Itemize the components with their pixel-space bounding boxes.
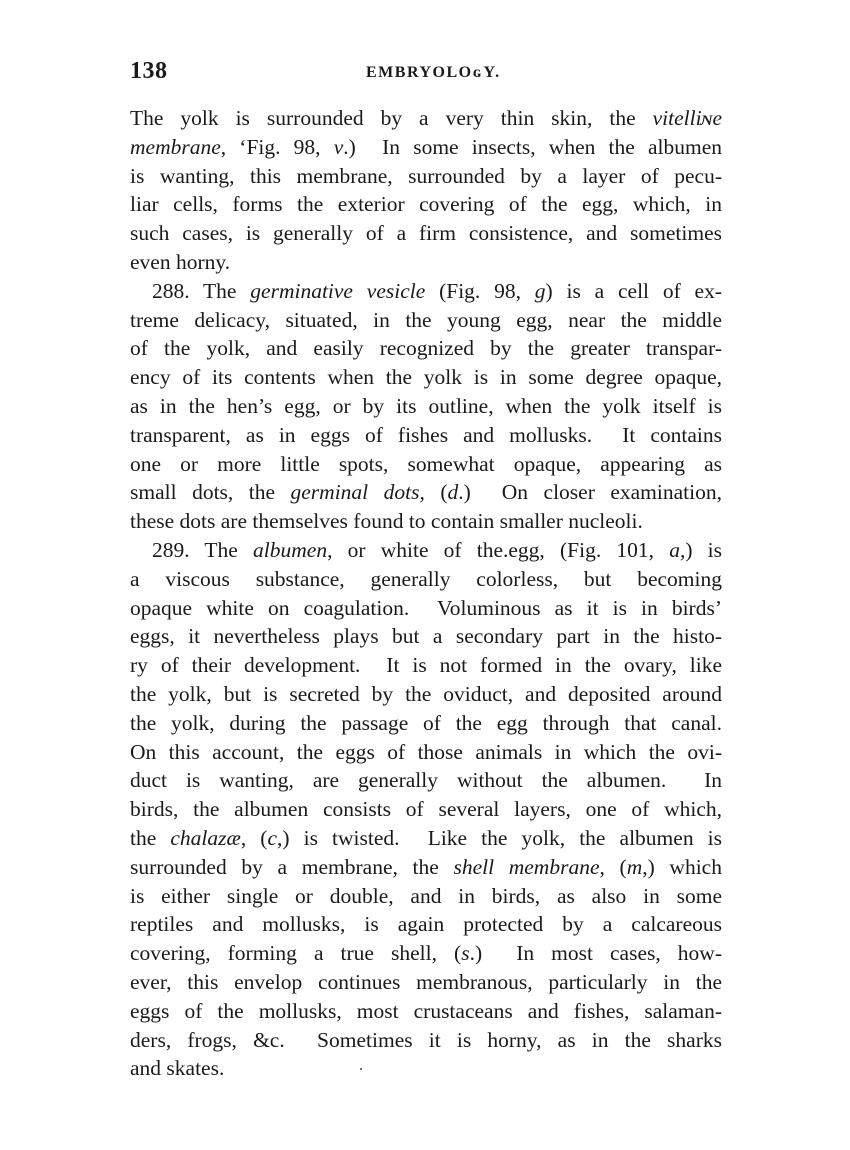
text-line: these dots are themselves found to contain smaller nucleoli. [130,509,643,534]
text-line: the yolk, during the passage of the egg through that canal. [130,710,722,735]
text-line: On this account, the eggs of those animals in which the ovi- [130,739,722,764]
text-line: ders, frogs, &c. Sometimes it is horny, as in the sharks [130,1027,722,1052]
text-line: birds, the albumen consists of several layers, one of which, [130,797,722,822]
print-speck [360,1068,362,1070]
text-line: treme delicacy, situated, in the young egg, near the middle [130,307,722,332]
paragraph-albumen [130,536,722,1083]
text-line: liar cells, forms the exterior covering of the egg, which, in [130,192,722,217]
text-line: opaque white on coagulation. Voluminous as it is in birds’ [130,595,722,620]
text-line: eggs of the mollusks, most crustaceans and fishes, salaman- [130,998,722,1023]
text-line: membrane, ‘Fig. 98, v.) In some insects, when the albumen [130,134,722,159]
text-line: surrounded by a membrane, the shell membrane, (m,) which [130,854,722,879]
page-number: 138 [130,58,168,84]
text-line: one or more little spots, somewhat opaque, appearing as [130,451,722,476]
text-line: ency of its contents when the yolk is in some degree opaque, [130,365,722,390]
running-head [130,58,722,88]
text-line: 289. The albumen, or white of the.egg, (Fig. 101, a,) is [152,537,722,562]
text-line: of the yolk, and easily recognized by the greater transpar- [130,336,722,361]
text-line: duct is wanting, are generally without the albumen. In [130,768,722,793]
text-line: such cases, is generally of a firm consistence, and sometimes [130,221,722,246]
text-line: the yolk, but is secreted by the oviduct, and deposited around [130,681,722,706]
text-line: The yolk is surrounded by a very thin skin, the vitelliɴe [130,106,722,130]
body-text [130,104,722,1083]
text-line: 288. The germinative vesicle (Fig. 98, g) is a cell of ex- [152,278,722,303]
text-line: as in the hen’s egg, or by its outline, when the yolk itself is [130,393,722,418]
text-line: is either single or double, and in birds, as also in some [130,883,722,908]
running-title: EMBRYOLOɢY. [366,64,501,81]
paragraph-germinative-vesicle [130,277,722,536]
text-line: ever, this envelop continues membranous, particularly in the [130,969,722,994]
text-line: ry of their development. It is not formed in the ovary, like [130,653,722,678]
text-line: reptiles and mollusks, is again protected by a calcareous [130,912,722,937]
text-line: transparent, as in eggs of fishes and mollusks. It contains [130,422,722,447]
text-line: small dots, the germinal dots, (d.) On closer examination, [130,480,722,505]
text-line: eggs, it nevertheless plays but a secondary part in the histo- [130,624,722,649]
text-line: even horny. [130,249,231,274]
text-line: and skates. [130,1056,225,1081]
paragraph-yolk-membrane [130,104,722,277]
text-line: covering, forming a true shell, (s.) In most cases, how- [130,941,722,966]
text-line: a viscous substance, generally colorless, but becoming [130,566,722,591]
text-line: is wanting, this membrane, surrounded by a layer of pecu- [130,163,722,188]
text-line: the chalazæ, (c,) is twisted. Like the yolk, the albumen is [130,825,722,850]
